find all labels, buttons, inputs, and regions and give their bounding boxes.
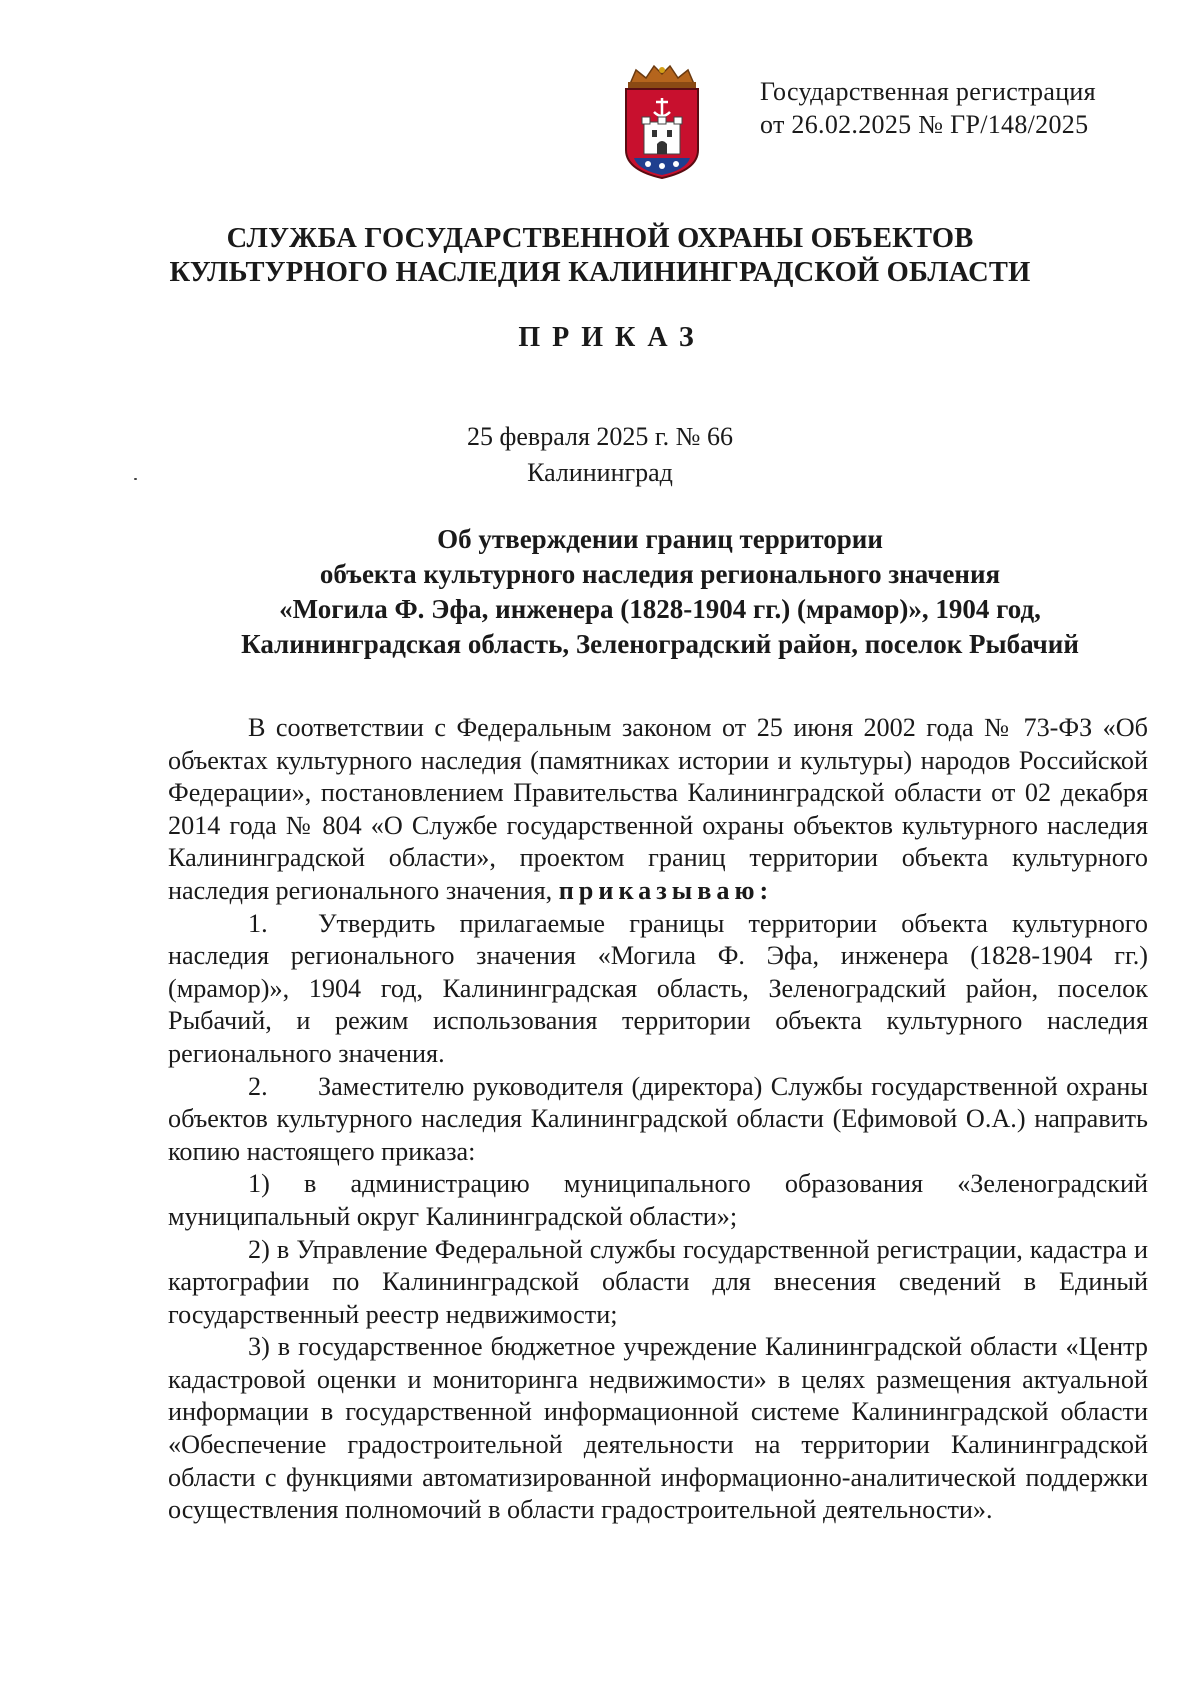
coat-of-arms-icon: [612, 62, 712, 182]
organization-title-line2: КУЛЬТУРНОГО НАСЛЕДИЯ КАЛИНИНГРАДСКОЙ ОБЛАСТИ: [169, 257, 1031, 288]
organization-title-line1: СЛУЖБА ГОСУДАРСТВЕННОЙ ОХРАНЫ ОБЪЕКТОВ: [226, 223, 974, 254]
order-word: приказываю:: [558, 875, 774, 905]
document-date-block: [0, 419, 1200, 491]
scan-speck: [134, 478, 137, 480]
document-subject: [150, 522, 1170, 662]
document-date-number: 25 февраля 2025 г. № 66: [467, 422, 733, 451]
sub-item-3-paragraph: 3) в государственное бюджетное учреждение Калининградской области «Центр кадастровой оценки и мониторинга недвижимости» в целях размещения актуальной информации в государственной информационной системе Калининградской области «Обеспечение градостроительной деятельности на территории Калининградской области с функциями автоматизированной информационно-аналитической поддержки осуществления полномочий в области градостроительной деятельности».: [168, 1332, 1148, 1525]
subject-line4: Калининградская область, Зеленоградский район, поселок Рыбачий: [241, 629, 1079, 659]
item-2-text: Заместителю руководителя (директора) Службы государственной охраны объектов культурного наследия Калининградской области (Ефимовой О.А.) направить копию настоящего приказа:: [168, 1071, 1148, 1166]
sub-item-2-paragraph: 2) в Управление Федеральной службы государственной регистрации, кадастра и картографии по Калининградской области для внесения сведений в Единый государственный реестр недвижимости;: [168, 1234, 1148, 1329]
sub-item-1-paragraph: 1) в администрацию муниципального образования «Зеленоградский муниципальный округ Калининградской области»;: [168, 1169, 1148, 1231]
subject-line2: объекта культурного наследия регионального значения: [319, 559, 1001, 589]
subject-line3: «Могила Ф. Эфа, инженера (1828-1904 гг.) (мрамор)», 1904 год,: [279, 594, 1041, 624]
document-type-heading: ПРИКАЗ: [518, 322, 706, 353]
preamble-text: В соответствии с Федеральным законом от 25 июня 2002 года № 73-ФЗ «Об объектах культурного наследия (памятниках истории и культуры) народов Российской Федерации», постановлением Правительства Калининградской области от 02 декабря 2014 года № 804 «О Службе государственной охраны объектов культурного наследия Калининградской области», проектом границ территории объекта культурного наследия регионального значения,: [168, 713, 1148, 905]
organization-title: [0, 222, 1200, 290]
item-1-paragraph: [168, 908, 1148, 1071]
item-1-text: Утвердить прилагаемые границы территории объекта культурного наследия регионального значения «Могила Ф. Эфа, инженера (1828-1904 гг.) (мрамор)», 1904 год, Калининградская область, Зеленоградский район, поселок Рыбачий, и режим использования территории объекта культурного наследия регионального значения.: [168, 908, 1148, 1068]
subject-line1: Об утверждении границ территории: [437, 524, 883, 554]
preamble-paragraph: [168, 712, 1148, 908]
item-2-paragraph: [168, 1071, 1148, 1169]
document-body: [168, 712, 1148, 1527]
item-2-number: 2.: [248, 1071, 268, 1101]
document-city: Калининград: [527, 458, 673, 487]
registration-number: от 26.02.2025 № ГР/148/2025: [760, 110, 1089, 139]
state-registration-stamp: [760, 75, 1160, 141]
item-1-number: 1.: [248, 908, 268, 938]
registration-label: Государственная регистрация: [760, 77, 1096, 106]
